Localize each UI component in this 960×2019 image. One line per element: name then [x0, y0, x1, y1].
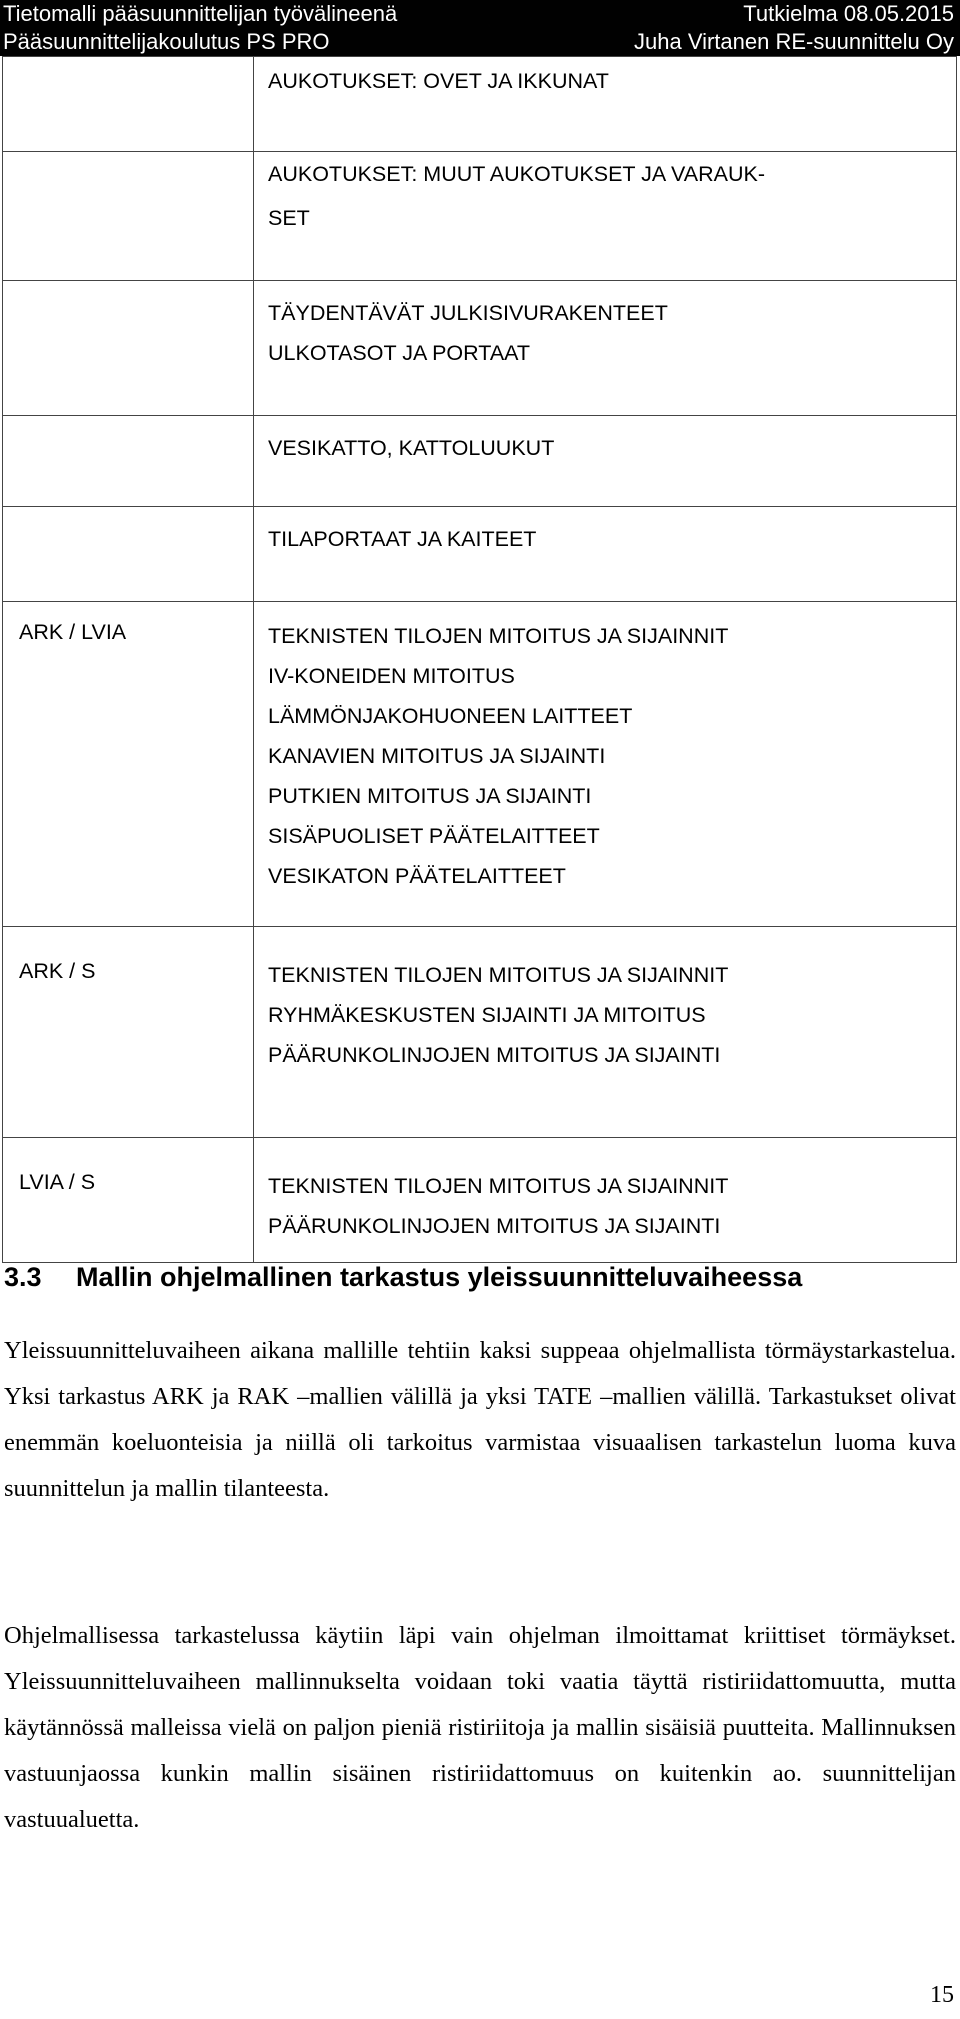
table-cell-label: ARK / S	[3, 927, 254, 1138]
table-item: ULKOTASOT JA PORTAAT	[268, 341, 531, 365]
table-item: PÄÄRUNKOLINJOJEN MITOITUS JA SIJAINTI	[268, 1214, 721, 1238]
table-cell-label	[3, 507, 254, 602]
requirements-table	[2, 56, 957, 1263]
table-item: TILAPORTAAT JA KAITEET	[268, 527, 537, 551]
table-cell-items	[254, 57, 957, 152]
table-row	[3, 416, 957, 507]
section-title: Mallin ohjelmallinen tarkastus yleissuunnitteluvaiheessa	[76, 1262, 803, 1292]
page-header	[0, 0, 960, 56]
table-cell-items	[254, 416, 957, 507]
table-cell-label: LVIA / S	[3, 1138, 254, 1263]
section-number: 3.3	[4, 1262, 42, 1292]
table-item: VESIKATTO, KATTOLUUKUT	[268, 436, 555, 460]
table-cell-items	[254, 507, 957, 602]
table-cell-label	[3, 416, 254, 507]
table-item: VESIKATON PÄÄTELAITTEET	[268, 864, 566, 888]
table-item: TEKNISTEN TILOJEN MITOITUS JA SIJAINNIT	[268, 624, 729, 648]
table-row	[3, 1138, 957, 1263]
header-document-date: Tutkielma 08.05.2015	[743, 1, 954, 26]
body-paragraph: Ohjelmallisessa tarkastelussa käytiin läpi vain ohjelman ilmoittamat kriittiset törmäykset. Yleissuunnitteluvaiheen mallinnukselta voidaan toki vaatia täyttä ristiriidattomuutta, mutta käytännössä malleissa vielä on paljon pieniä ristiriitoja ja mallin sisäisiä puutteita. Mallinnuksen vastuunjaossa kunkin mallin sisäinen ristiriidattomuus on kuitenkin ao. suunnittelijan vastuualuetta.	[4, 1622, 956, 1833]
table-cell-label	[3, 281, 254, 416]
table-item: LÄMMÖNJAKOHUONEEN LAITTEET	[268, 704, 633, 728]
table-item: KANAVIEN MITOITUS JA SIJAINTI	[268, 744, 606, 768]
header-document-title: Tietomalli pääsuunnittelijan työvälineenä	[3, 1, 398, 26]
table-item: TEKNISTEN TILOJEN MITOITUS JA SIJAINNIT	[268, 1174, 729, 1198]
table-row	[3, 281, 957, 416]
section-heading	[4, 1262, 802, 1293]
table-cell-items	[254, 281, 957, 416]
table-cell-label: ARK / LVIA	[3, 602, 254, 927]
table-item: PUTKIEN MITOITUS JA SIJAINTI	[268, 784, 592, 808]
table-cell-items	[254, 1138, 957, 1263]
table-row	[3, 927, 957, 1138]
table-cell-items	[254, 152, 957, 281]
table-item: AUKOTUKSET: OVET JA IKKUNAT	[268, 69, 609, 93]
table-item: IV-KONEIDEN MITOITUS	[268, 664, 515, 688]
table-item: PÄÄRUNKOLINJOJEN MITOITUS JA SIJAINTI	[268, 1043, 721, 1067]
table-item: SET	[268, 206, 310, 230]
table-item: RYHMÄKESKUSTEN SIJAINTI JA MITOITUS	[268, 1003, 706, 1027]
table-cell-label	[3, 57, 254, 152]
table-item: SISÄPUOLISET PÄÄTELAITTEET	[268, 824, 600, 848]
table-cell-label	[3, 152, 254, 281]
body-paragraph: Yleissuunnitteluvaiheen aikana mallille tehtiin kaksi suppeaa ohjelmallista törmäystarkastelua. Yksi tarkastus ARK ja RAK –mallien välillä ja yksi TATE –mallien välillä. Tarkastukset olivat enemmän koeluonteisia ja niillä oli tarkoitus varmistaa visuaalisen tarkastelun luoma kuva suunnittelun ja mallin tilanteesta.	[4, 1337, 956, 1502]
table-row	[3, 152, 957, 281]
table-row	[3, 57, 957, 152]
table-row	[3, 507, 957, 602]
table-cell-items	[254, 602, 957, 927]
header-author: Juha Virtanen RE-suunnittelu Oy	[634, 29, 954, 54]
table-cell-items	[254, 927, 957, 1138]
table-item: TÄYDENTÄVÄT JULKISIVURAKENTEET	[268, 301, 668, 325]
header-course-name: Pääsuunnittelijakoulutus PS PRO	[3, 29, 330, 54]
page-number: 15	[930, 1982, 954, 2008]
table-item: TEKNISTEN TILOJEN MITOITUS JA SIJAINNIT	[268, 963, 729, 987]
table-item: AUKOTUKSET: MUUT AUKOTUKSET JA VARAUK-	[268, 162, 765, 186]
table-row	[3, 602, 957, 927]
